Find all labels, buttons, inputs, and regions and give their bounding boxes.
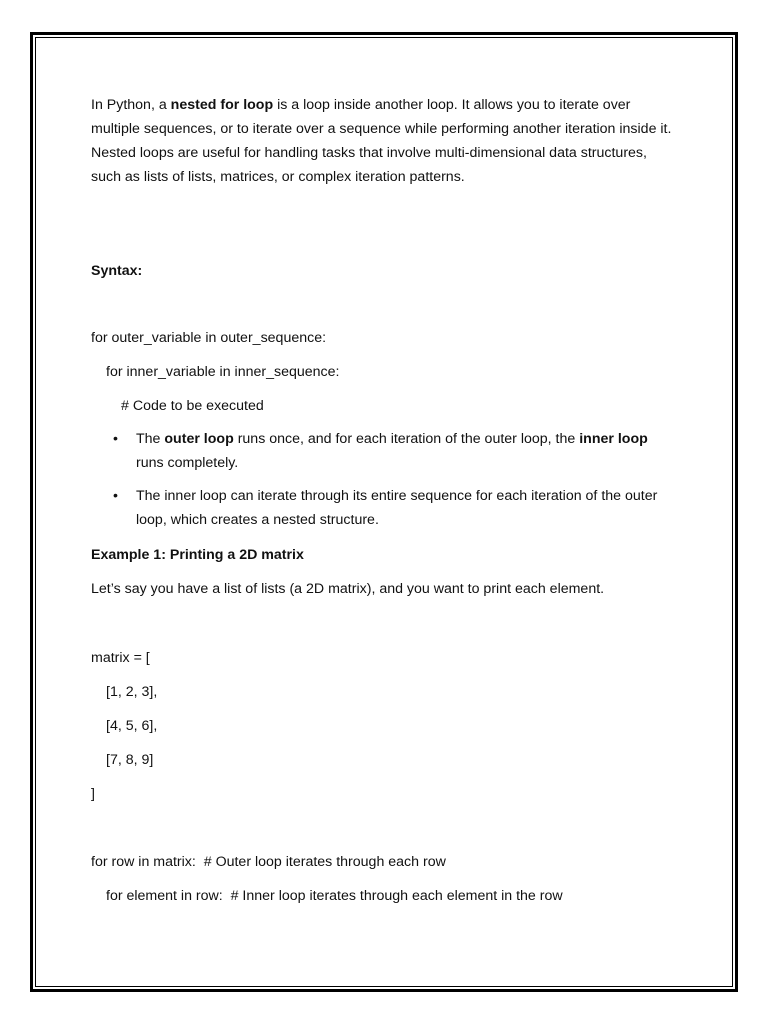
bullet-icon: • [113,431,118,447]
syntax-heading: Syntax: [91,263,143,279]
intro-paragraph [91,93,677,189]
syntax-code-line-1: for outer_variable in outer_sequence: [91,330,327,346]
intro-bold-term: nested for loop [170,97,274,113]
bullet-icon: • [113,488,118,504]
example-1-heading: Example 1: Printing a 2D matrix [91,547,304,563]
bullet-1-text-c: runs completely. [136,455,239,471]
example-code-line-4: [7, 8, 9] [106,752,154,768]
bullet-1-text-a: The [136,431,165,447]
bullet-1-text-b: runs once, and for each iteration of the outer loop, the [233,431,580,447]
example-code-line-5: ] [91,786,95,802]
intro-prefix: In Python, a [91,97,171,113]
bullet-1-bold-inner-loop: inner loop [579,431,648,447]
list-item [91,484,677,532]
example-code-line-2: [1, 2, 3], [106,684,158,700]
bullet-list [91,427,677,541]
example-code-line-1: matrix = [ [91,650,150,666]
intro-suffix: is a loop inside another loop. It allows you to iterate over multiple sequences, or to iterate over a sequence while performing another iteration inside it. Nested loops are useful for handling tasks that involve multi-dimensional data structures, such as lists of lists, matrices, or complex iteration patterns. [91,97,672,185]
bullet-2-text: The inner loop can iterate through its entire sequence for each iteration of the outer loop, which creates a nested structure. [136,488,658,528]
list-item [91,427,677,475]
syntax-code-line-3: # Code to be executed [121,398,264,414]
example-code-line-6: for row in matrix: # Outer loop iterates through each row [91,854,446,870]
bullet-1-bold-outer-loop: outer loop [164,431,234,447]
document-page [91,93,677,904]
syntax-code-line-2: for inner_variable in inner_sequence: [106,364,340,380]
example-code-line-7: for element in row: # Inner loop iterates through each element in the row [106,888,563,904]
example-1-description: Let’s say you have a list of lists (a 2D matrix), and you want to print each element. [91,581,605,597]
example-code-line-3: [4, 5, 6], [106,718,158,734]
